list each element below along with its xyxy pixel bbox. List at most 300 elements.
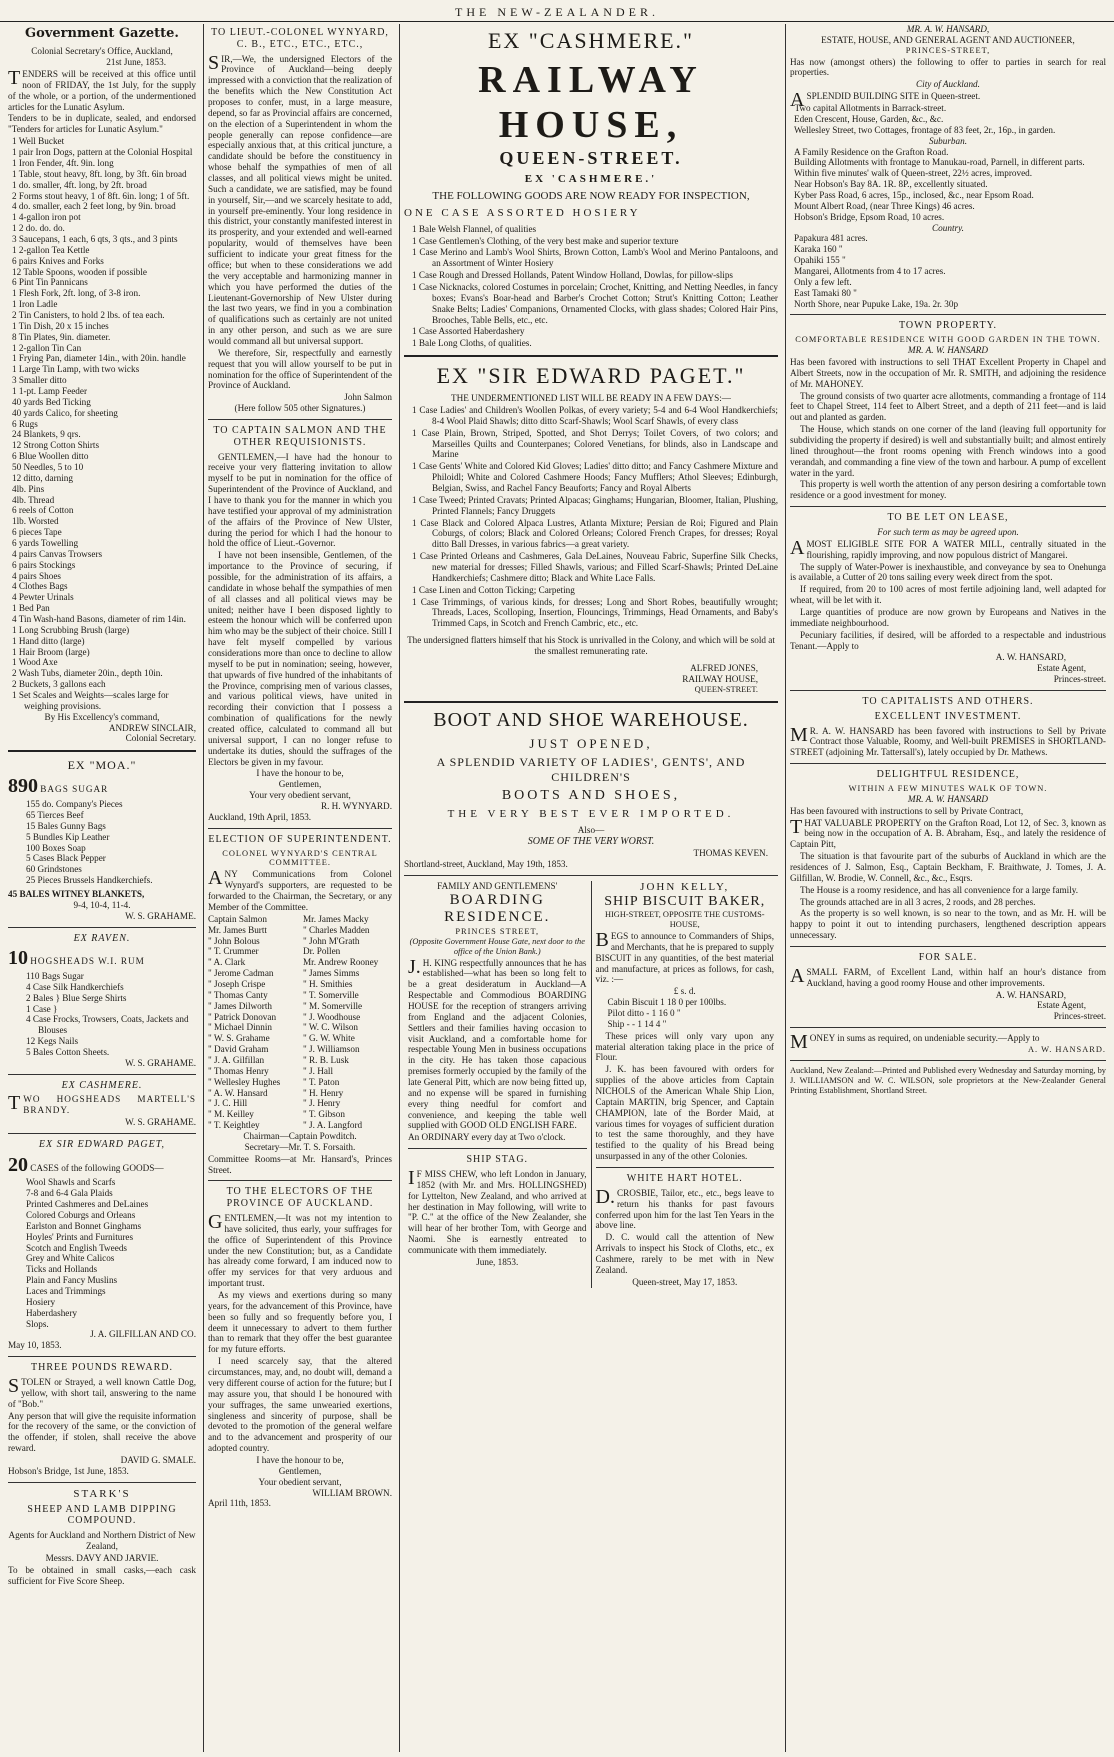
boot-title: BOOT AND SHOE WAREHOUSE. [433,708,749,731]
list-item: 1 2-gallon Tin Can [12,342,82,353]
list-item: 1 1-pt. Lamp Feeder [12,385,88,396]
kelly-price-2: Pilot ditto - 1 16 0 " [607,1007,681,1018]
list-item: Only a few left. [794,276,852,287]
stark-agents: Messrs. DAVY AND JARVIE. [45,1552,159,1563]
boarding-t1: FAMILY AND GENTLEMENS' [437,880,558,891]
list-item: 6 Blue Woollen ditto [12,451,89,462]
list-item: 12 Table Spoons, wooden if possible [12,266,147,277]
list-item: Scotch and English Tweeds [26,1242,127,1253]
list-item: " A. Clark [208,957,246,968]
brown-body-3: I need scarcely say, that the altered circumstances, may, and, no doubt will, demand a very different course of action for the future; but I may assure you, that should I be honoured with your suffrages, the same unwearied exertions, singleness and sincerity of purpose, shall be devoted to the promotion of the general welfare and to the advancement and prosperity of our adopted country. [208,1356,392,1454]
list-item: 1 Well Bucket [12,136,65,147]
list-item: " J. A. Gilfillan [208,1054,265,1065]
list-item: " J. A. Langford [303,1120,363,1131]
boarding-section [404,881,591,1288]
brown-close-2: Gentlemen, [278,1465,322,1476]
raven-lead: 10 HOGSHEADS W.I. RUM [8,947,145,970]
list-item: Building Allotments with frontage to Manukau-road, Parnell, in different parts. [794,157,1085,168]
list-item: Papakura 481 acres. [794,233,868,244]
stark-text-2: To be obtained in small casks,—each cask sufficient for Five Score Sheep. [8,1564,196,1586]
list-item: " John M'Grath [303,935,360,946]
boot-also: Also— [577,825,605,836]
list-item: 12 ditto, darning [12,472,73,483]
list-item: 1 Case Gentlemen's Clothing, of the very best make and superior texture [412,235,679,246]
list-item: " T. Crummer [208,946,259,957]
list-item: 4 Case Frocks, Trowsers, Coats, Jackets and Blouses [26,1014,189,1036]
hansard-t1: MR. A. W. HANSARD, [906,24,990,34]
list-item: 6 yards Towelling [12,538,79,548]
hansard-intro: Has now (amongst others) the following to offer to parties in search for real properties. [790,56,1106,78]
list-item: Wool Shawls and Scarfs [26,1177,116,1188]
town-body: Has been favored with instructions to sell THAT Excellent Property in Chapel and Albert Streets, now in the occupation of Mr. R. SMITH, and adjoining the residence of Mr. MAHONEY. [790,356,1106,389]
list-item: " H. Henry [303,1087,344,1098]
hansard-suburban-lines [790,147,1106,223]
list-item: 15 Bales Gunny Bags [26,820,106,831]
list-item: " M. Keilley [208,1109,254,1120]
railway-goods [404,224,778,349]
moa-title: EX "MOA." [67,758,137,773]
kelly-section [591,881,779,1288]
list-item: 2 Buckets, 3 gallons each [12,679,106,690]
reward-signer: DAVID G. SMALE. [120,1454,196,1465]
list-item: " James Dilworth [208,1000,272,1011]
list-item: 1 Case Black and Colored Alpaca Lustres, Atlanta Mixture; Persian de Roi; Figured and Plain Coburgs, of colors; Black and Colored Orleans; Colored French Crapes, for dresses; Royal ditto Ball Dresses, in various fabrics—a great variety. [412,517,778,550]
list-item: 12 Strong Cotton Shirts [12,440,100,451]
salmon-reply-date: Auckland, 19th April, 1853. [208,811,312,822]
reward-place: Hobson's Bridge, 1st June, 1853. [8,1465,129,1476]
list-item: Grey and White Calicos [26,1253,115,1264]
list-item: 1 Case Linen and Cotton Ticking; Carpeting [412,584,575,595]
list-item: " J. Hall [303,1065,334,1076]
wynyard-letter-body: SIR,—We, the undersigned Electors of the Province of Auckland—being deeply impressed with a conviction that the realization of the benefits which the New Constitution Act proposes to confer, must, in a large measure, depend, so far as Provincial affairs are concerned, on the election of a Superintendent in whom the people generally can repose confidence—are especially anxious that, at this critical juncture, a candidate should be before the constituency in whose behalf the sympathies of men of all classes, and all political views might be united. Such a candidate, we are satisfied, may be found in yourself, Sir,—and we scarcely hesitate to add, in yourself pre-eminently. Your long residence in this district, your constantly manifested interest in its prosperity, and your extended and well-earned popularity, would of themselves have been sufficient to indicate your great fitness for the office; but when to these considerations we add the very acceptable and harmonizing manner in which you have performed the duties of the Lieutenant-Governorship of New Ulster during the last two years, we find in you a combination of qualifications such as certainly are not united in any other person, and such as we are sure would command all but universal support. [208,51,392,346]
list-item: 65 Tierces Beef [26,809,84,820]
list-item: 5 Bundles Kip Leather [26,831,110,842]
election-secretary: Secretary—Mr. T. S. Forsaith. [244,1141,356,1152]
gazette-title: Government Gazette. [25,26,179,41]
delightful-body-5: The grounds attached are in all 3 acres, 2 roods, and 28 perches. [800,896,1036,907]
paget-small-title: EX SIR EDWARD PAGET, [38,1139,166,1151]
railway-goods-2 [404,405,778,629]
delightful-body-3: The situation is that favourite part of the suburbs of Auckland in which are the residences of J. Salmon, Esq., Captain Beckham, F. Braithwate, J. Tomes, J. A. Gilfillan, W. Brodie, W. Connell, &c., &c., Esqrs. [790,851,1106,883]
list-item: Captain Salmon [208,913,267,924]
stark-text: Agents for Auckland and Northern District of New Zealand, [8,1530,196,1552]
list-item: " G. W. White [303,1033,355,1044]
lease-body-2: The supply of Water-Power is inexhaustible, and conveyance by sea to Onehunga is available, a Cutter of 20 tons sailing every week direct from the spot. [790,561,1106,583]
list-item: 1 Case Nicknacks, colored Costumes in porcelain; Crochet, Knitting, and Netting Needles, in fancy boxes; Evans's Boar-head and Barber's Crochet Cotton; Strut's Knitting Cotton; Leather Snake Belts; Ladies' Companions, Ornamented Clocks, with glass shades; Colored Hair Pins, Brooches, Table Bells, etc., etc. [412,282,778,325]
boot-worst: SOME OF THE VERY WORST. [527,836,655,848]
kelly-body: BEGS to announce to Commanders of Ships, and Merchants, that he is prepared to supply BISCUIT in any quantities, of the best material and manufacture, at prices as follows, for cash, viz. :— [595,928,774,985]
gazette-date: 21st June, 1853. [106,57,166,68]
list-item: East Tamaki 80 " [794,287,857,298]
election-title: ELECTION OF SUPERINTENDENT. [208,833,392,845]
brown-close-1: I have the honour to be, [256,1454,344,1465]
list-item: Colored Coburgs and Orleans [26,1210,136,1220]
hansard-city: City of Auckland. [916,79,980,90]
list-item: 4 pairs Canvas Trowsers [12,548,103,559]
salmon-reply-close-1: I have the honour to be, [256,768,344,779]
brown-close-3: Your obedient servant, [258,1476,342,1487]
election-rooms: Committee Rooms—at Mr. Hansard's, Princes Street. [208,1153,392,1175]
railway-paget: EX "SIR EDWARD PAGET." [436,363,746,389]
list-item: 1 Tin Dish, 20 x 15 inches [12,320,109,331]
list-item: 7-8 and 6-4 Gala Plaids [26,1188,113,1199]
list-item: 1 Case Gents' White and Colored Kid Gloves; Ladies' ditto ditto; and Fancy Cashmere Mixture and Philoidl; White and Colored Cashmere Hoods; Fancy Mufflers; Athol Sleeves; Edinburgh, Belgian, Swiss, and Rachel Fancy Beauforts; Fancy and Royal Alberts [412,461,778,494]
list-item: Wellesley Street, two Cottages, frontage of 83 feet, 2r., 16p., in garden. [794,124,1056,135]
list-item: 1 Hand ditto (large) [12,635,85,646]
list-item: 110 Bags Sugar [26,970,84,981]
list-item: " W. S. Grahame [208,1033,270,1044]
capitalists-t2: EXCELLENT INVESTMENT. [874,710,1022,722]
list-item: 4 Pewter Urinals [12,592,74,603]
boarding-t4: (Opposite Government House Gate, next door to the office of the Union Bank.) [409,936,585,956]
list-item: 1 Case Trimmings, of various kinds, for dresses; Long and Short Robes, beautifully wrought; Threads, Laces, Scolloping, Insertion, Flouncings, Trimmings, Head Ornaments, and Baby's Trimmed Caps, in Scotch and French Cambric, etc., etc. [412,596,778,629]
list-item: 2 Forms stout heavy, 1 of 8ft. 6in. long; 1 of 5ft. [12,190,190,201]
list-item: 1 Bale Long Cloths, of qualities. [412,338,532,349]
capitalists-body: MR. A. W. HANSARD has been favored with instructions to Sell by Private Contract those Valuable, Roomy, and Well-built PREMISES in SHORTLAND-STREET (adjoining Mr. Tattersall's), lately occupied by Dr. Mathews. [790,723,1106,758]
raven-title: EX RAVEN. [73,932,131,944]
list-item: 1 Wood Axe [12,657,58,668]
cashmere-small-text: TWO HOGSHEADS MARTELL'S BRANDY. [8,1092,196,1116]
kelly-t3: HIGH-STREET, OPPOSITE THE CUSTOMS-HOUSE, [604,910,765,930]
list-item: 1 Bale Welsh Flannel, of qualities [412,223,537,234]
stark-title: STARK'S [73,1487,131,1500]
list-item: " Joseph Crispe [208,978,266,989]
delightful-body-4: The House is a roomy residence, and has all convenience for a large family. [800,884,1079,895]
masthead: THE NEW-ZEALANDER. [0,0,1114,22]
hansard-t2: ESTATE, HOUSE, AND GENERAL AGENT AND AUCTIONEER, [821,34,1075,45]
list-item: " Thomas Henry [208,1065,269,1076]
list-item: 60 Grindstones [26,864,82,875]
salmon-reply-signer: R. H. WYNYARD. [320,801,392,812]
list-item: " T. Paton [303,1076,340,1087]
wynyard-letter-body-2: We therefore, Sir, respectfully and earnestly request that you will allow yourself to be put in nomination for the office of Superintendent of the Province of Auckland. [208,347,392,391]
list-item: " Thomas Canty [208,989,268,1000]
list-item: Earlston and Bonnet Ginghams [26,1220,142,1231]
salmon-reply-body-2: I have not been insensible, Gentlemen, of the importance to the Province of securing, if possible, for the administration of its affairs, a candidate in whose behalf the sympathies of men of all classes and all political views may be united; neither have I been disposed lightly to esteem the honour which will be conferred upon him who may be the subject of their choice. Still I have felt myself compelled by various considerations more than once to decline to allow myself to be put in nomination; seeing, however, that upwards of five hundred of the inhabitants of the Province, comprising men of various classes, and various political views, have united in recording their conviction that I possess a combination of qualifications for the newly created office, calculated to command all but universal support, I can no longer refuse to undertake its duties, should the suffrages of the Electors be given in my favour. [208,550,392,767]
list-item: " M. Somerville [303,1000,363,1011]
list-item: 6 pieces Tape [12,527,62,538]
list-item: 1 Case Tweed; Printed Cravats; Printed Alpacas; Ginghams; Hungarian, Bloomer, Italian, Plushing, Printed Flannels; Fancy Druggets [412,494,778,516]
lease-signer-2: Estate Agent, [1037,663,1086,674]
stark-title-2: SHEEP AND LAMB DIPPING COMPOUND. [27,1503,177,1527]
delightful-body: Has been favoured with instructions to sell by Private Contract, [790,805,1024,816]
list-item: 25 Pieces Brussels Handkerchiefs. [26,875,153,886]
gazette-signer-title: Colonial Secretary. [125,733,196,744]
money-signer: A. W. HANSARD. [1028,1044,1106,1054]
lease-body-3: If required, from 20 to 100 acres of most fertile adjoining land, well adapted for wheat, will be let with it. [790,584,1106,606]
town-body-3: The House, which stands on one corner of the land (leaving full opportunity for subdividing the property if desired) is well and substantially built; and almost entirely lined throughout—the front rooms opening with French windows into a good verandah, and commanding a fine view of the town and harbour. A pump of excellent water in the yard. [790,424,1106,478]
cashmere-small-title: EX CASHMERE. [61,1079,143,1091]
brown-signer: WILLIAM BROWN. [312,1487,392,1498]
forsale-title: FOR SALE. [918,952,978,963]
list-item: Eden Crescent, House, Garden, &c., &c. [794,113,944,124]
lease-body: AMOST ELIGIBLE SITE FOR A WATER MILL, centrally situated in the flourishing, rapidly improving, and now populous district of Mangarei. [790,536,1106,560]
wynyard-letter-title: TO LIEUT.-COLONEL WYNYARD, C. B., ETC., ETC., ETC., [211,27,389,50]
forsale-signer: A. W. HANSARD, [995,989,1066,1000]
election-members-left [208,914,297,1131]
list-item: Dr. Pollen [303,946,341,957]
paget-small-lead: 20 CASES of the following GOODS— [8,1153,164,1176]
list-item: Karaka 160 " [794,244,843,255]
delightful-t2: WITHIN A FEW MINUTES WALK OF TOWN. [848,783,1048,793]
reward-title: THREE POUNDS REWARD. [31,1362,173,1374]
town-t2: COMFORTABLE RESIDENCE WITH GOOD GARDEN IN THE TOWN. [795,335,1101,345]
list-item: 1 Table, stout heavy, 8ft. long, by 3ft. 6in broad [12,168,187,179]
list-item: " Michael Dinnin [208,1022,272,1033]
list-item: 5 Cases Black Pepper [26,853,106,864]
list-item: 1 do. smaller, 4ft. long, by 2ft. broad [12,179,147,190]
paget-small-date: May 10, 1853. [8,1340,62,1351]
election-chair: Chairman—Captain Powditch. [243,1131,357,1141]
list-item: Mr. James Burtt [208,924,267,935]
hansard-city-lines [790,103,1106,136]
whitehart-date: Queen-street, May 17, 1853. [632,1276,738,1287]
forsale-body: ASMALL FARM, of Excellent Land, within half an hour's distance from Auckland, having a good roomy House and other improvements. [790,964,1106,988]
list-item: Haberdashery [26,1307,78,1318]
list-item: 4 pairs Shoes [12,570,61,581]
raven-items [8,971,196,1058]
moa-lead: 890 BAGS SUGAR [8,775,109,798]
election-subtitle: COLONEL WYNYARD'S CENTRAL COMMITTEE. [222,848,378,868]
railway-title: RAILWAY HOUSE, [478,58,704,146]
list-item: Ticks and Hollands [26,1264,98,1275]
list-item: Mr. Andrew Rooney [303,957,379,968]
delightful-t1: DELIGHTFUL RESIDENCE, [876,769,1020,781]
list-item: Laces and Trimmings [26,1286,106,1297]
election-members-right [303,914,392,1131]
lease-body-5: Pecuniary facilities, if desired, will be afforded to a respectable and industrious Tenant.—Apply to [790,629,1106,651]
list-item: " John Bolous [208,935,260,946]
list-item: Printed Cashmeres and DeLaines [26,1199,149,1210]
list-item: 2 Tin Canisters, to hold 2 lbs. of tea each. [12,309,165,320]
list-item: 1 4-gallon iron pot [12,212,81,223]
stag-title: SHIP STAG. [466,1154,529,1166]
list-item: 12 Kegs Nails [26,1036,79,1047]
list-item: 1 Case Merino and Lamb's Wool Shirts, Brown Cotton, Lamb's Wool and Merino Pantaloons, and an Assortment of Winter Hosiery [412,247,778,269]
list-item: " T. Somerville [303,989,359,1000]
railway-ready: THE FOLLOWING GOODS ARE NOW READY FOR INSPECTION, [432,189,750,202]
election-members [208,914,392,1131]
list-item: 3 Saucepans, 1 each, 6 qts, 3 qts., and 3 pints [12,233,178,244]
boot-opened: JUST OPENED, [529,736,653,752]
forsale-signer-3: Princes-street. [1053,1011,1106,1022]
kelly-price-head: £ s. d. [673,986,696,997]
list-item: 4 Clothes Bags [12,581,68,592]
list-item: " J. Woodhouse [303,1011,361,1022]
column-1 [4,24,200,1752]
list-item: 4lb. Pins [12,483,45,494]
list-item: 6 Rugs [12,418,38,429]
list-item: Kyber Pass Road, 6 acres, 15p., inclosed, &c., near Epsom Road. [794,189,1034,200]
lease-signer: A. W. HANSARD, [995,652,1066,663]
list-item: 8 Tin Plates, 9in. diameter. [12,331,111,342]
boarding-t3: PRINCES STREET, [455,926,540,936]
gazette-note: Tenders to be in duplicate, sealed, and endorsed "Tenders for articles for Lunatic Asylum." [8,113,196,135]
list-item: 1 Large Tin Lamp, with two wicks [12,364,140,375]
raven-signer: W. S. GRAHAME. [125,1057,196,1068]
list-item: 1 Case Rough and Dressed Hollands, Patent Window Holland, Dowlas, for pillow-slips [412,270,733,281]
imprint: Auckland, New Zealand:—Printed and Published every Wednesday and Saturday morning, by J. WILLIAMSON and W. C. WILSON, sole proprietors at the New-Zealander General Printing Establishment, Shortland Street. [790,1065,1106,1095]
list-item: " T. Keightley [208,1120,260,1131]
town-body-4: This property is well worth the attention of any person desiring a comfortable town residence or a good investment for money. [790,479,1106,501]
list-item: Hobson's Bridge, Epsom Road, 10 acres. [794,211,945,222]
list-item: A Family Residence on the Grafton Road. [794,146,949,157]
list-item: 1 Frying Pan, diameter 14in., with 20in. handle [12,353,186,364]
list-item: 1 Long Scrubbing Brush (large) [12,624,130,635]
list-item: 40 yards Calico, for sheeting [12,407,118,418]
kelly-price-3: Ship - - 1 14 4 " [607,1018,667,1029]
list-item: Mangarei, Allotments from 4 to 17 acres. [794,265,946,276]
railway-paget-sub: THE UNDERMENTIONED LIST WILL BE READY IN A FEW DAYS:— [451,393,731,404]
kelly-body-2: These prices will only vary upon any material alteration taking place in the price of Flour. [595,1030,774,1063]
cashmere-small-signer: W. S. GRAHAME. [125,1117,196,1128]
delightful-body-6: As the property is so well known, is so near to the town, and as Mr. H. will be happy to point it out to intending purchasers, lengthened description appears unnecessary. [790,908,1106,941]
salmon-reply-close-2: Gentlemen, [278,779,322,790]
moa-blankets-sizes: 9-4, 10-4, 11-4. [73,899,131,910]
stag-body: IF MISS CHEW, who left London in January, 1852 (with Mr. and Mrs. HOLLINGSHED) for Lyttelton, New Zealand, and who arrived at her destination in May following, will write to "P. C." at the office of the New Zealander, she will hear of her brother Tom, with George and Naomi. She is earnestly entreated to communicate with them immediately. [408,1167,587,1256]
kelly-t2: SHIP BISCUIT BAKER, [604,893,766,909]
capitalists-t1: TO CAPITALISTS AND OTHERS. [862,695,1034,707]
list-item: North Shore, near Pupuke Lake, 19a. 2r. 30p [794,298,959,309]
list-item: " Wellesley Hughes [208,1076,281,1087]
list-item: 40 yards Bed Ticking [12,396,91,407]
brown-title: TO THE ELECTORS OF THE PROVINCE OF AUCKLAND. [226,1186,374,1210]
column-4 [785,24,1110,1752]
boot-variety: A SPLENDID VARIETY OF LADIES', GENTS', AND CHILDREN'S [436,755,746,784]
list-item: Hoyles' Prints and Furnitures [26,1231,134,1242]
list-item: " Patrick Donovan [208,1011,277,1022]
railway-sub: QUEEN-STREET. [499,147,683,168]
salmon-reply-title: TO CAPTAIN SALMON AND THE OTHER REQUISIONISTS. [213,424,387,448]
wynyard-letter-signer: John Salmon [344,392,392,403]
list-item: 4 do. smaller, each 2 feet long, by 9in. broad [12,201,176,212]
moa-blankets: 45 BALES WITNEY BLANKETS, [8,888,145,899]
list-item: " Charles Madden [303,924,370,935]
list-item: 2 Wash Tubs, diameter 20in., depth 10in. [12,668,163,679]
wynyard-letter-note: (Here follow 505 other Signatures.) [234,403,366,414]
list-item: 6 pairs Knives and Forks [12,255,104,266]
lease-body-4: Large quantities of produce are now grown by Europeans and Natives in the immediate neighbourhood. [790,606,1106,628]
kelly-t1: JOHN KELLY, [640,880,730,893]
list-item: 1 2 do. do. do. [12,223,65,234]
railway-ex: EX "CASHMERE." [487,28,695,53]
brown-date: April 11th, 1853. [208,1498,271,1509]
railway-signer: ALFRED JONES, [690,662,758,673]
list-item: 24 Blankets, 9 qrs. [12,429,81,440]
list-item: Within five minutes' walk of Queen-street, 22½ acres, improved. [794,168,1033,179]
list-item: 155 do. Company's Pieces [26,799,123,810]
hansard-t3: PRINCES-STREET, [905,45,991,55]
reward-text: STOLEN or Strayed, a well known Cattle Dog, yellow, with short tail, answering to the name of "Bob." [8,1374,196,1409]
paget-small-signer: J. A. GILFILLAN AND CO. [90,1329,196,1340]
list-item: 1 Case Printed Orleans and Cashmeres, Gala DeLaines, Nouveau Fabric, Superfine Silk Checks, new material for dresses; Filled Shawls, various; and Filled Scarf-Shawls; Printed DeLaine Handkerchiefs; Cashmere ditto; Black and White Lace Falls. [412,551,778,583]
list-item: 1 pair Iron Dogs, pattern at the Colonial Hospital [12,147,193,158]
list-item: 1 Set Scales and Weights—scales large for weighing provisions. [12,690,169,711]
brown-body-2: As my views and exertions during so many years, for the advancement of this Province, have been so fully and so frequently before you, I deem it unnecessary to advert to them further than to remark that they offer the best guarantee for my future efforts. [208,1290,392,1355]
boarding-t2: BOARDING RESIDENCE. [444,891,551,926]
list-item: 1lb. Worsted [12,516,59,527]
list-item: 4lb. Thread [12,494,55,505]
list-item: 1 Hair Broom (large) [12,646,90,657]
lease-signer-3: Princes-street. [1053,674,1106,685]
reward-text-2: Any person that will give the requisite information for the recovery of the same, or the conviction of the offender, if stolen, shall receive the above reward. [8,1410,196,1454]
list-item: 6 Pint Tin Pannicans [12,277,88,288]
salmon-reply-close-3: Your very obedient servant, [249,790,351,801]
whitehart-body-2: D. C. would call the attention of New Arrivals to inspect his Stock of Cloths, etc., ex Cashmere, rarely to be met with in New Zealand. [595,1232,774,1275]
list-item: Plain and Fancy Muslins [26,1275,118,1286]
hansard-suburban: Suburban. [928,135,968,146]
salmon-reply-body: GENTLEMEN,—I have had the honour to receive your very flattering invitation to allow myself to be put in nomination for the office of Superintendent of the Province of Auckland, and I have to thank you for the manner in which you have testified your approval of my administration of the affairs of the Province of New Ulster, during the period for which I had the honour to hold the office of Lieut.-Governor. [208,451,392,549]
list-item: 1 Iron Fender, 4ft. 9in. long [12,157,114,168]
gazette-signer: ANDREW SINCLAIR, [108,722,196,733]
moa-items [8,799,196,886]
column-3 [399,24,782,1752]
list-item: Two capital Allotments in Barrack-street. [794,103,947,114]
lease-sub: For such term as may be agreed upon. [877,526,1019,537]
list-item: Mr. James Macky [303,913,369,924]
railway-ex-2: EX 'CASHMERE.' [524,172,658,185]
list-item: 1 Case Plain, Brown, Striped, Spotted, and Shot Derrys; Toilet Covers, of two colors; and Marseilles Quilts and Counterpanes; Colored Venetians, for blinds, also in Landscape and Marine [412,427,778,460]
list-item: 6 pairs Stockings [12,559,76,570]
railway-one: ONE CASE ASSORTED HOSIERY [404,206,641,219]
list-item: 1 Case Ladies' and Children's Woollen Polkas, of every variety; 5-4 and 6-4 Wool Handkerchiefs; 8-4 Wool Plaid Shawls; ditto ditto Scarf-Shawls; Wool Scarf Shawls, of every class [412,405,778,426]
list-item: 2 Bales } Blue Serge Shirts [26,992,127,1003]
gazette-intro: TENDERS will be received at this office until noon of FRIDAY, the 1st July, for the supply of the whole, or a portion, of the undermentioned articles for the Lunatic Asylum. [8,67,196,112]
moa-signer: W. S. GRAHAME. [125,910,196,921]
list-item: " H. Smithies [303,978,353,989]
column-2 [203,24,396,1752]
list-item: " J. Williamson [303,1044,360,1055]
list-item: " James Simms [303,968,360,979]
list-item: Opahiki 155 " [794,255,846,266]
lease-title: TO BE LET ON LEASE, [887,512,1009,524]
list-item: " David Graham [208,1044,269,1055]
list-item: 100 Boxes Soap [26,842,86,853]
list-item: 5 Bales Cotton Sheets. [26,1046,110,1057]
gazette-items [8,136,196,712]
list-item: Mount Albert Road, (near Three Kings) 46 acres. [794,200,975,211]
list-item: 50 Needles, 5 to 10 [12,461,84,472]
hansard-country: Country. [932,222,964,233]
list-item: 6 reels of Cotton [12,505,74,516]
delightful-t3: MR. A. W. HANSARD [907,793,989,804]
boarding-ordinary: An ORDINARY every day at Two o'clock. [408,1132,566,1143]
brown-body: GENTLEMEN,—It was not my intention to have solicited, thus early, your suffrages for the office of Superintendent of this Province under the new Constitution; but, as a Candidate has already come forward, I am induced now to offer my services for that very arduous and important trust. [208,1211,392,1289]
list-item: " J. C. Hill [208,1098,248,1109]
list-item: " Jerome Cadman [208,968,274,979]
list-item: Hosiery [26,1296,56,1307]
whitehart-title: WHITE HART HOTEL. [626,1172,743,1184]
boot-signer: THOMAS KEVEN. [693,847,768,858]
list-item: " T. Gibson [303,1109,345,1120]
town-t1: TOWN PROPERTY. [898,320,998,332]
boot-boots: BOOTS AND SHOES, [501,787,681,803]
hansard-country-lines [790,233,1106,309]
list-item: 1 Flesh Fork, 2ft. long, of 3-8 iron. [12,288,141,299]
election-body: ANY Communications from Colonel Wynyard's supporters, are requested to be forwarded to the Chairman, the Secretary, or any Member of the Committee. [208,867,392,912]
list-item: 1 Case } [26,1003,58,1014]
paget-small-items [8,1177,196,1329]
gazette-office: Colonial Secretary's Office, Auckland, [31,46,173,57]
town-body-2: The ground consists of two quarter acre allotments, commanding a frontage of 114 feet to Chapel Street, 114 feet to Albert Street, and a depth of 211 feet—and is laid out and planted as garden. [790,390,1106,423]
list-item: 4 Tin Wash-hand Basons, diameter of rim 14in. [12,614,186,625]
kelly-price-1: Cabin Biscuit 1 18 0 per 100lbs. [607,997,727,1008]
list-item: 3 Smaller ditto [12,375,67,386]
whitehart-body: D.CROSBIE, Tailor, etc., etc., begs leave to return his thanks for past favours conferred upon him for the last Ten Years in the above line. [595,1185,774,1231]
forsale-signer-2: Estate Agent, [1037,1000,1086,1011]
boarding-body: J.H. KING respectfully announces that he has established—what has been so long felt to be a great desideratum in Auckland—A Respectable and Commodious BOARDING HOUSE for the reception of strangers arriving from England and the adjacent Colonies, Settlers and their families having occasion to visit Auckland, and a comfortable home for respectable Young Men in business occupations in the city. He has taken those capacious premises formerly occupied by the family of the late General Pitt, which are now being fitted up, and no expense will be spared in furnishing every thing needful for comfort and convenience, and keeping the table well supplied with GOOD OLD ENGLISH FARE. [408,955,587,1131]
list-item: Near Hobson's Bay 8A. 1R. 8P., excellently situated. [794,179,988,190]
